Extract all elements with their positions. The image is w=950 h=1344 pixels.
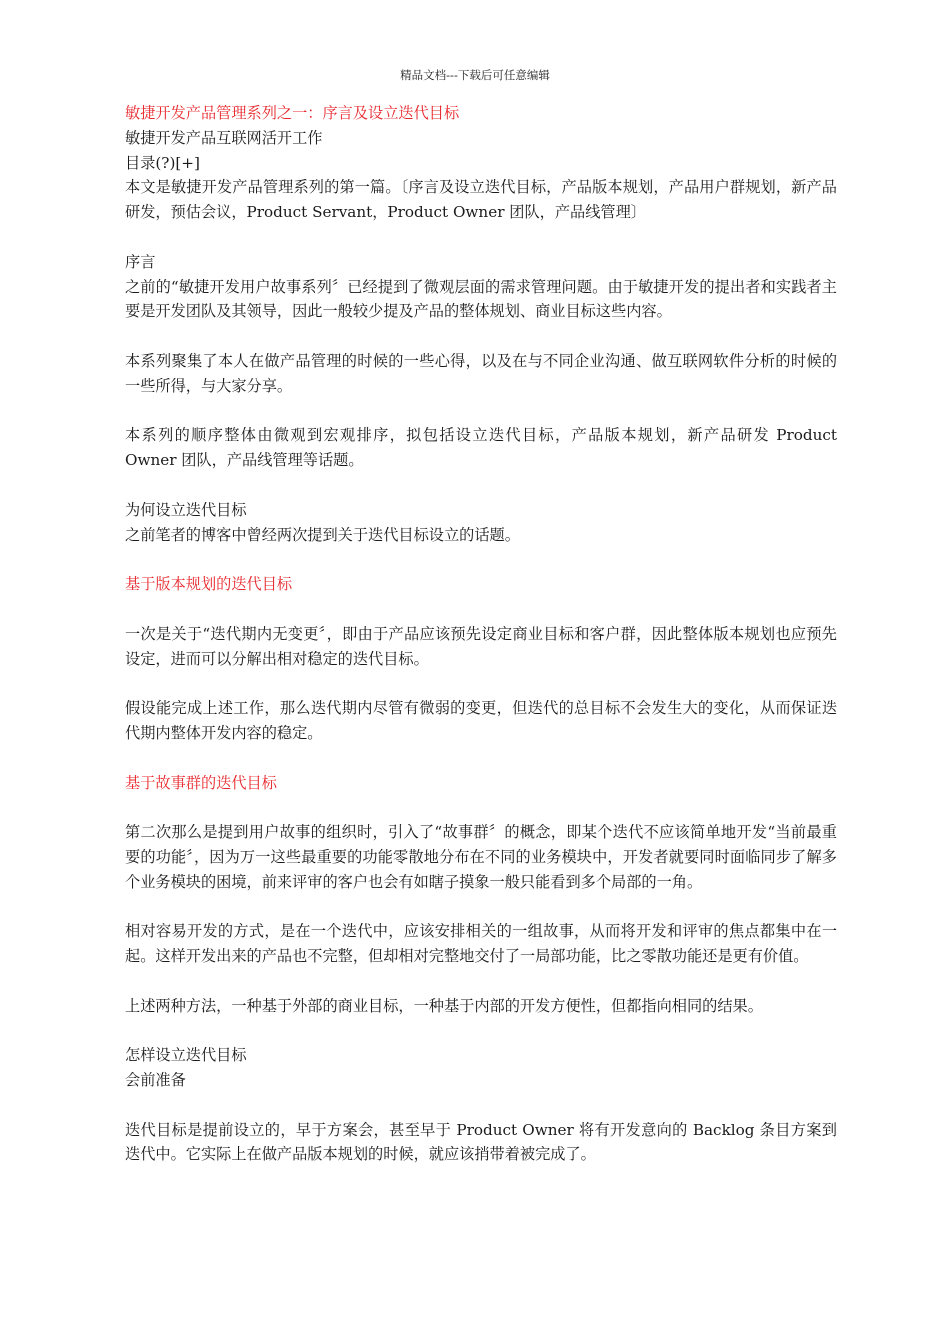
version-heading: 基于版本规划的迭代目标 [125,575,293,594]
why-heading: 为何设立迭代目标 [125,500,247,519]
story-heading: 基于故事群的迭代目标 [125,773,277,792]
prep-paragraph-1: 迭代目标是提前设立的，早于方案会，甚至早于 Product Owner 将有开发意向的 Backlog 条目方案到迭代中。它实际上在做产品版本规划的时候，就应该捎带着被完成了。 [125,1120,837,1164]
document-body [125,101,837,1167]
document-title: 敏捷开发产品管理系列之一：序言及设立迭代目标 [125,104,460,122]
intro-paragraph: 本文是敏捷开发产品管理系列的第一篇。〔序言及设立迭代目标，产品版本规划，产品用户群规划，新产品研发，预估会议，Product Servant，Product Owner 团队，产品线管理〕 [125,178,837,222]
preface-heading: 序言 [125,252,156,271]
story-paragraph-1: 第二次那么是提到用户故事的组织时，引入了“故事群〞的概念，即某个迭代不应该简单地开发“当前最重要的功能〞，因为万一这些最重要的功能零散地分布在不同的业务模块中，开发者就要同时面临同步了解多个业务模块的困境，前来评审的客户也会有如瞎子摸象一般只能看到多个局部的一角。 [125,823,837,891]
page-header: 精品文档---下载后可任意编辑 [400,68,550,82]
story-paragraph-2: 相对容易开发的方式，是在一个迭代中，应该安排相关的一组故事，从而将开发和评审的焦点都集中在一起。这样开发出来的产品也不完整，但却相对完整地交付了一局部功能，比之零散功能还是更有价值。 [125,922,837,966]
preface-paragraph-2: 本系列聚集了本人在做产品管理的时候的一些心得，以及在与不同企业沟通、做互联网软件分析的时候的一些所得，与大家分享。 [125,351,837,395]
version-paragraph-2: 假设能完成上述工作，那么迭代期内尽管有微弱的变更，但迭代的总目标不会发生大的变化，从而保证迭代期内整体开发内容的稳定。 [125,699,837,742]
document-subtitle: 敏捷开发产品互联网活开工作 [125,128,323,147]
prep-heading: 会前准备 [125,1071,186,1090]
preface-paragraph-3: 本系列的顺序整体由微观到宏观排序，拟包括设立迭代目标，产品版本规划，新产品研发 Product Owner 团队，产品线管理等话题。 [125,426,837,470]
story-paragraph-3: 上述两种方法，一种基于外部的商业目标，一种基于内部的开发方便性，但都指向相同的结果。 [125,996,763,1015]
how-heading: 怎样设立迭代目标 [125,1046,247,1065]
version-paragraph-1: 一次是关于“迭代期内无变更〞，即由于产品应该预先设定商业目标和客户群，因此整体版本规划也应预先设定，进而可以分解出相对稳定的迭代目标。 [125,624,837,668]
why-paragraph-1: 之前笔者的博客中曾经两次提到关于迭代目标设立的话题。 [125,525,520,544]
table-of-contents-toggle[interactable]: 目录(?)[+] [125,153,200,172]
preface-paragraph-1: 之前的“敏捷开发用户故事系列〞已经提到了微观层面的需求管理问题。由于敏捷开发的提出者和实践者主要是开发团队及其领导，因此一般较少提及产品的整体规划、商业目标这些内容。 [125,277,837,321]
